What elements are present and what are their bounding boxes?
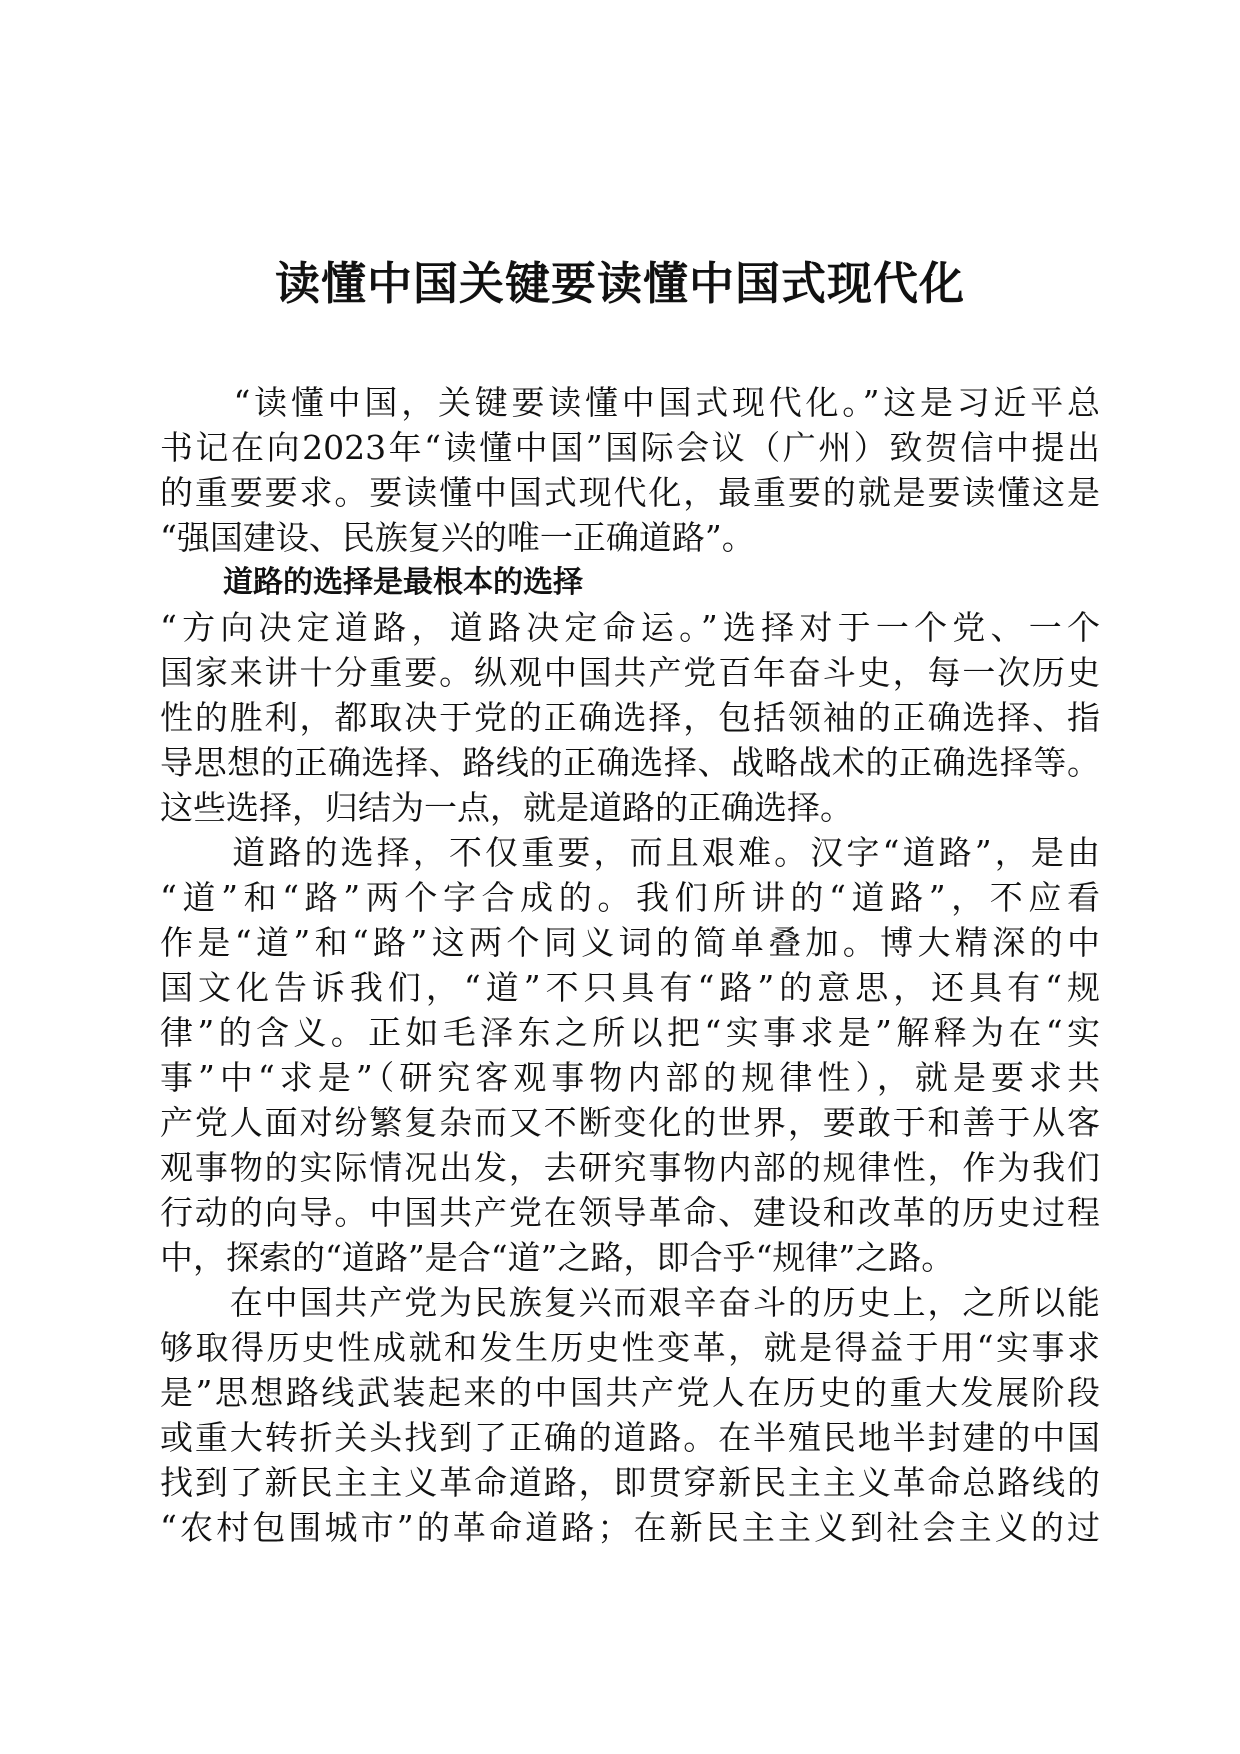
text-line: 够取得历史性成就和发生历史性变革，就是得益于用“实事求 (160, 1328, 1100, 1367)
text-line: “农村包围城市”的革命道路；在新民主主义到社会主义的过 (160, 1508, 1100, 1547)
text-line: 在中国共产党为民族复兴而艰辛奋斗的历史上，之所以能 (160, 1283, 1100, 1322)
section-heading (160, 560, 1100, 605)
text-line: 性的胜利，都取决于党的正确选择，包括领袖的正确选择、指 (160, 698, 1100, 737)
text-line: 观事物的实际情况出发，去研究事物内部的规律性，作为我们 (160, 1148, 1100, 1187)
text-line: 国家来讲十分重要。纵观中国共产党百年奋斗史，每一次历史 (160, 653, 1100, 692)
paragraph (160, 605, 1100, 830)
text-line: 行动的向导。中国共产党在领导革命、建设和改革的历史过程 (160, 1193, 1100, 1232)
paragraph (160, 380, 1100, 560)
text-line: 事”中“求是”（研究客观事物内部的规律性），就是要求共 (160, 1058, 1100, 1097)
paragraph (160, 830, 1100, 1280)
text-line: “读懂中国，关键要读懂中国式现代化。”这是习近平总 (160, 383, 1100, 422)
text-line: 是”思想路线武装起来的中国共产党人在历史的重大发展阶段 (160, 1373, 1100, 1412)
text-line: 找到了新民主主义革命道路，即贯穿新民主主义革命总路线的 (160, 1463, 1100, 1502)
text-line: 的重要要求。要读懂中国式现代化，最重要的就是要读懂这是 (160, 473, 1100, 512)
text-line: “道”和“路”两个字合成的。我们所讲的“道路”，不应看 (160, 878, 1100, 917)
text-line: 书记在向2023年“读懂中国”国际会议（广州）致贺信中提出 (160, 428, 1100, 467)
text-line: 律”的含义。正如毛泽东之所以把“实事求是”解释为在“实 (160, 1013, 1100, 1052)
text-line: 国文化告诉我们，“道”不只具有“路”的意思，还具有“规 (160, 968, 1100, 1007)
text-line: 产党人面对纷繁复杂而又不断变化的世界，要敢于和善于从客 (160, 1103, 1100, 1142)
text-line: “强国建设、民族复兴的唯一正确道路”。 (160, 518, 755, 557)
text-line: 中，探索的“道路”是合“道”之路，即合乎“规律”之路。 (160, 1238, 955, 1277)
document-title: 读懂中国关键要读懂中国式现代化 (274, 257, 965, 310)
text-line: 这些选择，归结为一点，就是道路的正确选择。 (160, 788, 853, 827)
document-body (160, 380, 1100, 1550)
paragraph (160, 1280, 1100, 1550)
text-line: 道路的选择，不仅重要，而且艰难。汉字“道路”，是由 (160, 833, 1100, 872)
text-line: 作是“道”和“路”这两个同义词的简单叠加。博大精深的中 (160, 923, 1100, 962)
section-heading-text: 道路的选择是最根本的选择 (223, 565, 583, 600)
text-line: 导思想的正确选择、路线的正确选择、战略战术的正确选择等。 (160, 743, 1100, 782)
text-line: 或重大转折关头找到了正确的道路。在半殖民地半封建的中国 (160, 1418, 1100, 1457)
text-line: “方向决定道路，道路决定命运。”选择对于一个党、一个 (160, 608, 1100, 647)
